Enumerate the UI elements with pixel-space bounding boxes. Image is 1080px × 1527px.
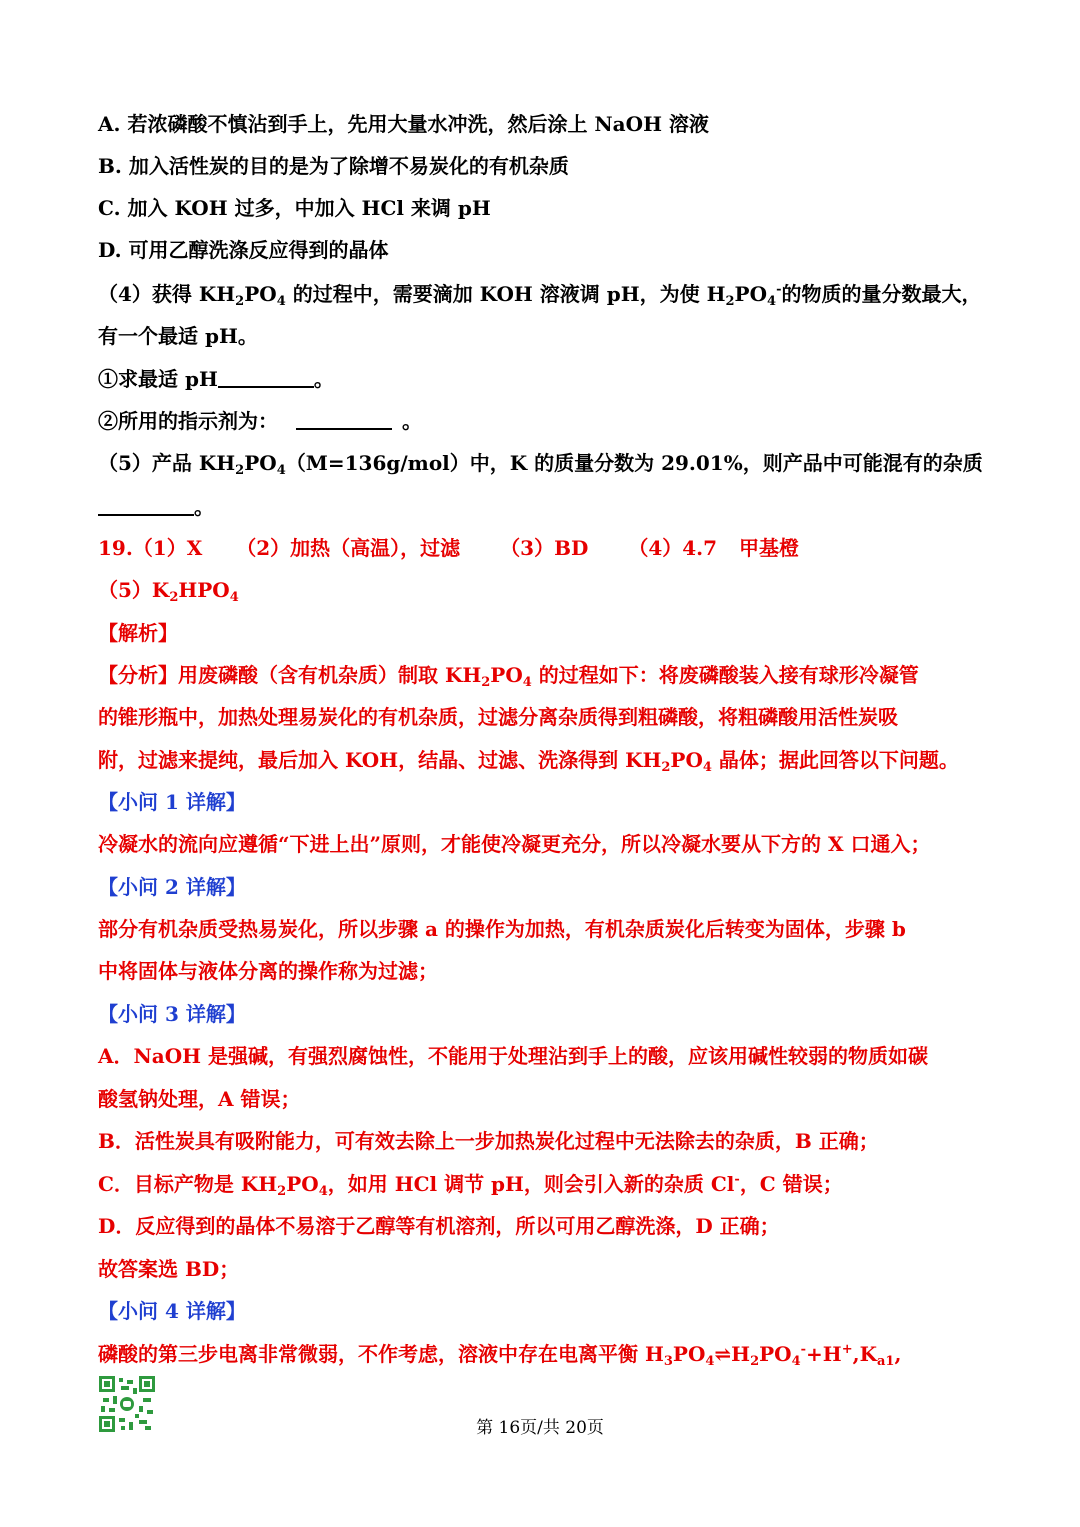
question-4-line1: （4）获得 $KH_2PO_4$ 的过程中，需要滴加 KOH 溶液调 pH，为使 $H_2PO_4^-$的物质的量分数最大， — [98, 282, 982, 309]
analysis-line1: 【分析】用废磷酸（含有机杂质）制取 $KH_2PO_4$ 的过程如下：将废磷酸装入接有球形冷凝管 — [98, 663, 919, 690]
subquestion-3-d: D．反应得到的晶体不易溶于乙醇等有机溶剂，所以可用乙醇洗涤，D 正确； — [98, 1214, 780, 1238]
subquestion-2-text2: 中将固体与液体分离的操作称为过滤； — [98, 959, 438, 983]
analysis-line3: 附，过滤来提纯，最后加入 KOH，结晶、过滤、洗涤得到 $KH_2PO_4$ 晶体；据此回答以下问题。 — [98, 748, 959, 775]
answer-summary: 19.（1）X （2）加热（高温），过滤 （3）BD （4）4.7 甲基橙 — [98, 536, 800, 560]
subquestion-3-a1: A．NaOH 是强碱，有强烈腐蚀性，不能用于处理沾到手上的酸，应该用碱性较弱的物质如碳 — [98, 1044, 929, 1068]
page-footer: 第 16页/共 20页 — [476, 1418, 604, 1438]
subquestion-4-heading: 【小问 4 详解】 — [98, 1299, 246, 1323]
subquestion-1-text: 冷凝水的流向应遵循“下进上出”原则，才能使冷凝更充分，所以冷凝水要从下方的 X 口通入； — [98, 832, 931, 856]
question-5-line2: 。 — [98, 496, 214, 517]
question-4-line2: 有一个最适 pH。 — [98, 324, 258, 348]
subquestion-3-heading: 【小问 3 详解】 — [98, 1002, 246, 1026]
analysis-line2: 的锥形瓶中，加热处理易炭化的有机杂质，过滤分离杂质得到粗磷酸，将粗磷酸用活性炭吸 — [98, 705, 898, 729]
option-a: A. 若浓磷酸不慎沾到手上，先用大量水冲洗，然后涂上 NaOH 溶液 — [98, 112, 709, 136]
subquestion-3-conclusion: 故答案选 BD； — [98, 1257, 240, 1281]
question-4-part1: ①求最适 pH 。 — [98, 367, 334, 391]
answer-blank — [296, 410, 392, 430]
subquestion-4-text: 磷酸的第三步电离非常微弱，不作考虑，溶液中存在电离平衡 $H_3PO_4\rightleftharpoons H_2PO_4^-+H^+,K_{a1}$, — [98, 1342, 902, 1369]
subquestion-3-c: C．目标产物是 $KH_2PO_4$，如用 HCl 调节 pH，则会引入新的杂质 Cl-，C 错误； — [98, 1172, 843, 1199]
subquestion-3-a2: 酸氢钠处理，A 错误； — [98, 1087, 301, 1111]
answer-summary-5: $(5)K_2HPO_4$ — [98, 578, 239, 605]
answer-blank — [218, 368, 314, 388]
question-5-line1: （5）产品 $KH_2PO_4(M=136g/mol)$中，K 的质量分数为 29.01%，则产品中可能混有的杂质 — [98, 451, 983, 478]
option-b: B. 加入活性炭的目的是为了除增不易炭化的有机杂质 — [98, 154, 569, 178]
subquestion-1-heading: 【小问 1 详解】 — [98, 790, 246, 814]
answer-blank — [98, 496, 194, 516]
option-c: C. 加入 KOH 过多，中加入 HCl 来调 pH — [98, 196, 491, 220]
option-d: D. 可用乙醇洗涤反应得到的晶体 — [98, 238, 389, 262]
question-4-part2: ②所用的指示剂为： 。 — [98, 409, 422, 433]
analysis-heading: 【解析】 — [98, 621, 178, 645]
subquestion-2-text1: 部分有机杂质受热易炭化，所以步骤 a 的操作为加热，有机杂质炭化后转变为固体，步骤 b — [98, 917, 906, 941]
subquestion-2-heading: 【小问 2 详解】 — [98, 875, 246, 899]
subquestion-3-b: B．活性炭具有吸附能力，可有效去除上一步加热炭化过程中无法除去的杂质，B 正确； — [98, 1129, 879, 1153]
